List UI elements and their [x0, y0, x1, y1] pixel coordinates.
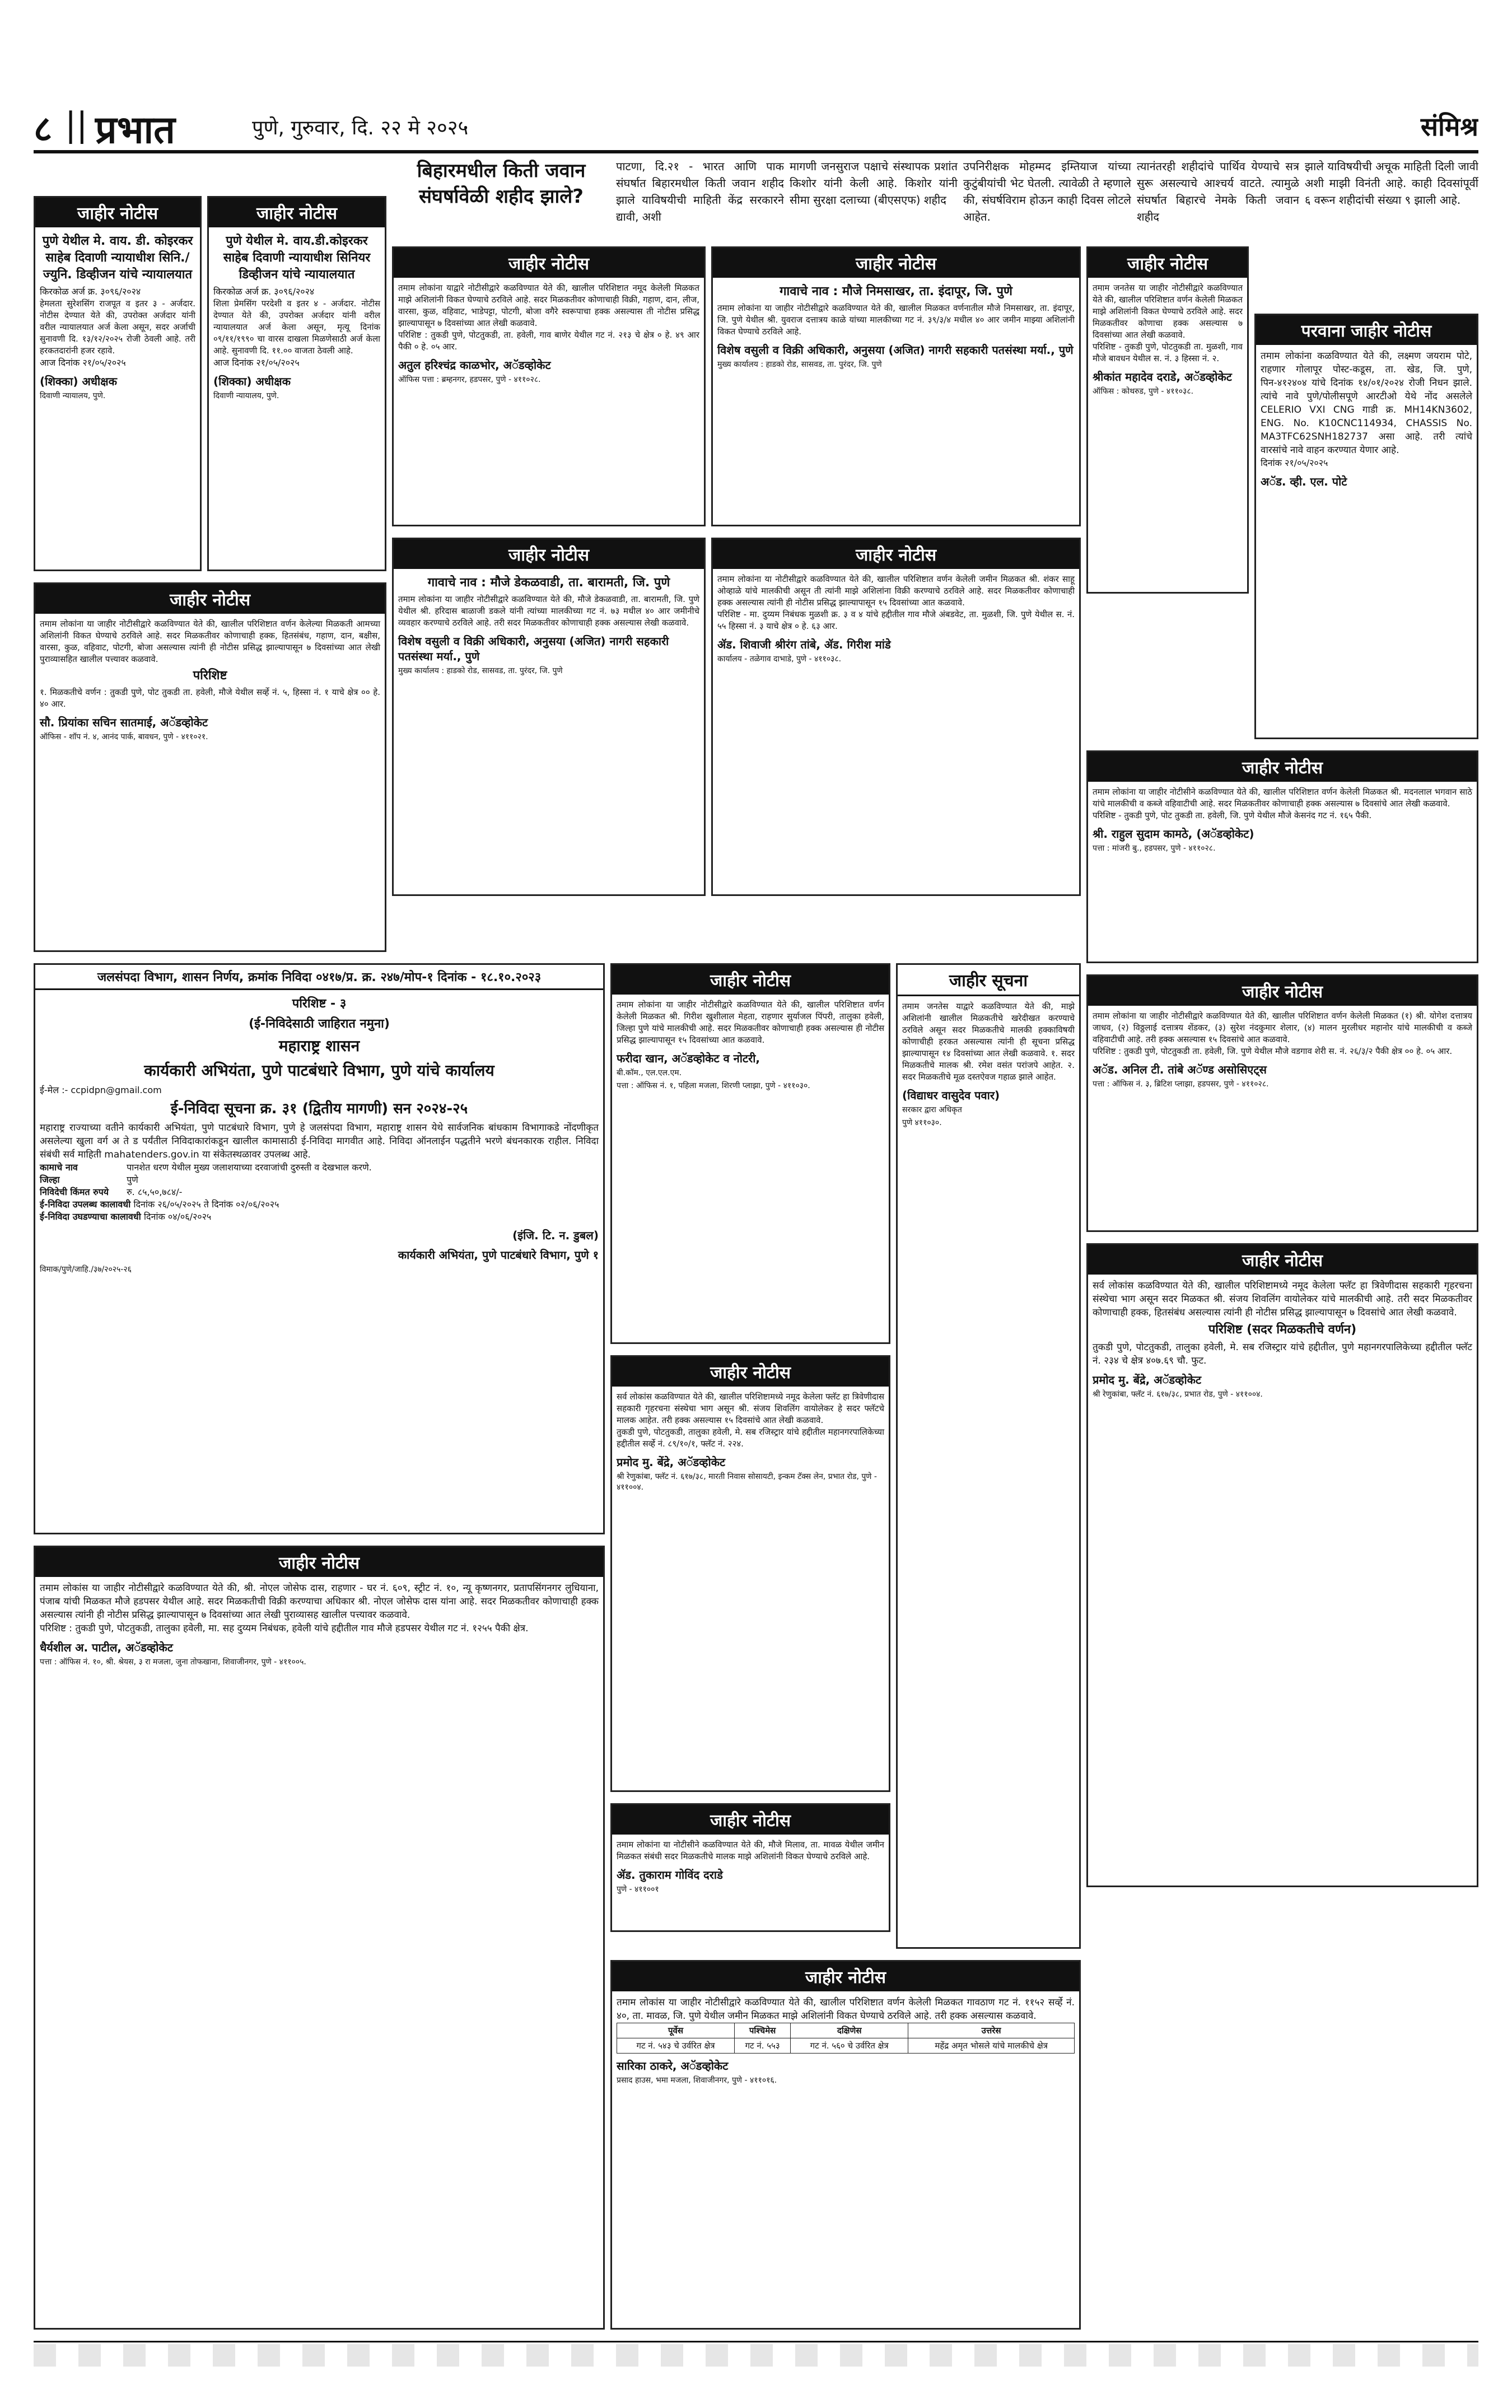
page-number: ८ [34, 109, 53, 146]
schedule: तुकडी पुणे, पोटतुकडी, तालुका हवेली, मे. सब रजिस्ट्रार यांचे हद्दीतील, पुणे महानगरपालिकेच्या हद्दीतील फ्लॅट नं. २३४ चे क्षेत्र ४०७.६९ चौ. फुट. [1093, 1342, 1472, 1366]
notice-title: जाहीर नोटीस [394, 248, 704, 278]
cell-north: महेंद्र अमृत भोसले यांचे मालकीचे क्षेत्र [908, 2038, 1075, 2054]
notice-title: जाहीर नोटीस [1088, 1245, 1477, 1275]
notice-body: तमाम लोकांना या जाहीर नोटीसीद्वारे कळविण्यात येते की, खालील परिशिष्टात वर्णन केलेल्या मिळकती आमच्या अशिलांनी विकत घेण्याचे ठरविले आहे. सदर मिळकतीवर कोणाचाही हक्क, हितसंबंध, गहाण, दान, बक्षीस, वारसा, कुळ, वहिवाट, पोटगी, बोजा असल्यास त्यांनी ही नोटीस प्रसिद्ध झाल्यापासून ७ दिवसांच्या आत लेखी पुराव्यासहित खालील पत्त्यावर कळवावे. [40, 619, 380, 664]
signatory: सौ. प्रियांका सचिन सातमाई, अॅडव्होकेट [40, 716, 208, 729]
schedule: परिशिष्ट : तुकडी पुणे, पोटतुकडी, ता. हवेली, गाव बाणेर येथील गट नं. २१३ चे क्षेत्र ० हे. ४९ आर पैकी ० हे. ०५ आर. [398, 330, 699, 352]
signatory-address: प्रसाद हाउस, भमा मजला, शिवाजीनगर, पुणे - ४११०१६. [617, 2076, 777, 2085]
village-name: गावाचे नाव : मौजे निमसाखर, ता. इंदापूर, जि. पुणे [780, 284, 1012, 298]
district-value: पुणे [127, 1174, 138, 1185]
sale-label: ई-निविदा उपलब्ध कालावधी [40, 1199, 131, 1210]
sale-value: दिनांक २६/०५/२०२५ ते दिनांक ०२/०६/२०२५ [133, 1199, 279, 1210]
schedule: परिशिष्ट : तुकडी पुणे, पोटतुकडी ता. हवेली, जि. पुणे येथील मौजे वडगाव शेरी स. नं. २६/३/२ पैकी क्षेत्र ०० हे. ०५ आर. [1093, 1046, 1453, 1056]
notice-18 [610, 1960, 1081, 2330]
case-number: किरकोळ अर्ज क्र. ३०९६/२०२४ [213, 286, 315, 297]
notice-title: जाहीर नोटीस [612, 1805, 889, 1835]
signatory-address: पत्ता : ऑफिस नं. १, पहिला मजला, शिरणी प्लाझा, पुणे - ४११०३०. [617, 1081, 810, 1090]
signatory: ॲड. तुकाराम गोविंद दराडे [617, 1868, 723, 1882]
work-label: कामाचे नाव [40, 1162, 78, 1173]
signatory-address: श्री रेणुकांबा, फ्लॅट नं. ६१७/३८, मारती निवास सोसायटी, इन्कम टॅक्स लेन, प्रभात रोड, पुणे - ४११००४. [617, 1472, 877, 1492]
notice-title: परवाना जाहीर नोटीस [1256, 315, 1477, 345]
cell-west: गट नं. ५५३ [735, 2038, 791, 2054]
signatory-address: पुणे - ४११००१ [617, 1885, 659, 1894]
article-column-3: उपनिरीक्षक मोहम्मद इम्तियाज यांच्या कुटुंबीयांची भेट घेतली. त्यावेळी ते म्हणाले की, संघर्षविराम होऊन काही दिवस लोटले आहेत. [963, 160, 1131, 223]
signatory-address: पत्ता : ऑफिस नं. ३, ब्रिटिश प्लाझा, हडपसर, पुणे - ४११०२८. [1093, 1080, 1269, 1089]
notice-body: तमाम लोकांस या जाहीर नोटीसीद्वारे कळविण्यात येते की, श्री. नोएल जोसेफ दास, राहणार - घर नं. ६०९, स्ट्रीट नं. १०, न्यू कृष्णनगर, प्रतापसिंगनगर लुधियाना, पंजाब यांची मिळकत मौजे हडपसर येथील आहे. सदर मिळकतीची विक्री करण्याचा अधिकार श्री. नोएल जोसेफ दास यांना आहे. सदर मिळकतीवर कोणाचाही हक्क असल्यास त्यांनी ही नोटीस प्रसिद्ध झाल्यापासून ७ दिवसांच्या आत लेखी पुराव्यासह खालील पत्त्यावर कळवावे. [40, 1583, 599, 1621]
newspaper-logo: प्रभात [95, 108, 175, 146]
notice-16 [610, 1803, 890, 1932]
notice-title: जाहीर नोटीस [209, 198, 385, 227]
notice-title: जाहीर नोटीस [612, 1962, 1079, 1991]
tender-district-row [40, 1174, 599, 1186]
cost-value: रु. ८५,५०,७८४/- [127, 1187, 183, 1197]
notice-body: तमाम लोकांना या जाहीर नोटीसीने कळविण्यात येते की, खालील परिशिष्टात वर्णन केलेली मिळकत श्री. मदनलाल भगवान साठे यांचे मालकीची व कब्जे वहिवाटीची आहे. सदर मिळकतीवर कोणाचाही हक्क असल्यास ७ दिवसांचे आत लेखी कळवावे. [1093, 787, 1472, 809]
notice-body: तमाम लोकांना या जाहीर नोटीसीद्वारे कळविण्यात येते की, खालील परिशिष्टात वर्णन केलेली मिळकत (१) श्री. योगेश दत्तात्रय जाधव, (२) विठ्ठलाई दत्तात्रय शेंडकर, (३) सुरेश नंदकुमार शेलार, (४) मालन मुरलीधर महानोर यांचे मालकीची व कब्जे वहिवाटीची आहे. तरी हक्क असल्यास १५ दिवसांचे आत कळवावे. [1093, 1011, 1472, 1044]
signatory: अतुल हरिश्चंद्र काळभोर, अॅडव्होकेट [398, 358, 551, 372]
notice-body: तमाम जनतेस या जाहीर नोटीसीद्वारे कळविण्यात येते की, खालील परिशिष्टात वर्णन केलेली मिळकत माझे अशिलांनी विकत घेण्याचे ठरविले आहे. सदर मिळकतीवर कोणाचा हक्क असल्यास ७ दिवसांच्या आत लेखी कळवावे. [1093, 283, 1243, 340]
separator: || [65, 106, 88, 144]
notice-body: तमाम लोकांना या जाहीर नोटीसीद्वारे कळविण्यात येते की, खालील मिळकत वर्णनातील मौजे निमसाखर, ता. इंदापूर, जि. पुणे येथील श्री. युवराज दत्तात्रय काळे यांच्या मालकीच्या गट नं. ३९/३/४ मधील ४० आर जमीन माझ्या अशिलांनी विकत घेण्याचे ठरविले आहे. [717, 303, 1075, 337]
table-row [617, 2038, 1075, 2054]
notice-license [1254, 314, 1478, 739]
signatory: (शिक्का) अधीक्षक [40, 375, 117, 388]
masthead [34, 106, 1478, 146]
header-east: पूर्वेस [617, 2023, 735, 2038]
header-west: पश्चिमेस [735, 2023, 791, 2038]
cell-east: गट नं. ५४३ चे उर्वरित क्षेत्र [617, 2038, 735, 2054]
notice-body: तमाम लोकांना या नोटीसीद्वारे कळविण्यात येते की, खालील परिशिष्टात वर्णन केलेली जमीन मिळकत श्री. शंकर साहू ओव्हाळे यांचे मालकीची असून ती त्यांनी माझे अशिलांना विक्री करण्याचे ठरविले आहे. सदर मिळकतीवर कोणाचाही हक्क असल्यास त्यांनी ही नोटीस प्रसिद्ध झाल्यापासून १५ दिवसांच्या आत कळवावे. [717, 574, 1075, 608]
article-headline: बिहारमधील किती जवान संघर्षावेळी शहीद झाले? [417, 160, 586, 208]
notice-11 [1086, 974, 1478, 1232]
tender-reference: विमाक/पुणे/जाहि./३७/२०२५-२६ [40, 1265, 132, 1274]
schedule: परिशिष्ट : तुकडी पुणे, पोटतुकडी, तालुका हवेली, मा. सह दुय्यम निबंधक, हवेली यांचे हद्दीतील गाव मौजे हडपसर येथील गट नं. १२५५ पैकी क्षेत्र. [40, 1623, 529, 1634]
notice-title: जाहीर नोटीस [394, 539, 704, 569]
signatory: श्री. राहुल सुदाम कामठे, (अॅडव्होकेट) [1093, 827, 1254, 841]
notice-date: आज दिनांक २१/०५/२०२५ [40, 357, 126, 368]
cost-label: निविदेची किंमत रुपये [40, 1187, 109, 1197]
notice-title: जाहीर नोटीस [713, 539, 1079, 569]
tender-notice [34, 963, 605, 1534]
open-label: ई-निविदा उघडण्याचा कालावधी [40, 1211, 141, 1222]
notice-body: तमाम लोकांना कळविण्यात येते की, लक्ष्मण जयराम पोटे, राहणार गोलापूर पोस्ट-कडूस, ता. खेड, जि. पुणे, पिन-४१२४०४ यांचे दिनांक १४/०१/२०२४ रोजी निधन झाले. त्यांचे नावे पुणे/पोलीसपूणे आरटीओ येथे नोंद असलेले CELERIO VXI CNG गाडी क्र. MH14KN3602, ENG. No. K10CNC114934, CHASSIS No. MA3TFC62SNH182737 असा आहे. तरी त्यांचे वारसांचे नावे वाहन करण्यात येणार आहे. [1261, 351, 1472, 456]
signatory-court: दिवाणी न्यायालय, पुणे. [213, 391, 279, 400]
notice-title: जाहीर नोटीस [1088, 976, 1477, 1006]
notice-10 [1086, 750, 1478, 963]
boundary-table [617, 2023, 1075, 2054]
notice-title: जाहीर नोटीस [1088, 248, 1247, 278]
signatory-address: ऑफिस - शॉप नं. ४, आनंद पार्क, बावधन, पुणे - ४११०२१. [40, 732, 208, 741]
notice-body: तमाम लोकांस या जाहीर नोटीसीद्वारे कळविण्यात येते की, खालील परिशिष्टात वर्णन केलेली मिळकत गावठाण गट नं. ११५२ सर्व्हे नं. ४०, ता. मावळ, जि. पुणे येथील जमीन मिळकत माझे अशिलांनी विकत घेण्याचे ठरविले आहे. तरी हक्क असल्यास कळवावे. [617, 1997, 1075, 2022]
notice-title: जाहीर नोटीस [35, 198, 200, 227]
notice-3 [34, 582, 386, 952]
work-value: पानशेत धरण येथील मुख्य जलाशयाच्या दरवाजांची दुरुस्ती व देखभाल करणे. [127, 1162, 372, 1173]
notice-body: तमाम लोकांना या जाहीर नोटीसीद्वारे कळविण्यात येते की, खालील परिशिष्टात वर्णन केलेली मिळकत श्री. गिरीश खुशीलाल मेहता, राहणार सुर्याजल पिंपरी, तालुका हवेली, जिल्हा पुणे यांचे मालकीची आहे. सदर मिळकतीवर कोणाचाही हक्क असल्यास ही नोटीस प्रसिद्ध झाल्यापासून १५ दिवसांच्या आत कळवावे. [617, 1000, 884, 1045]
notice-body: सर्व लोकांस कळविण्यात येते की, खालील परिशिष्टामध्ये नमूद केलेला फ्लॅट हा त्रिवेणीदास सहकारी गृहरचना संस्थेचा भाग असून सदर मिळकत श्री. संजय शिवलिंग वायोलेकर यांचे मालकीची आहे. तरी सदर मिळकतीवर कोणाचाही हक्क, हितसंबंध असल्यास त्यांनी ही नोटीस प्रसिद्ध झाल्यापासून ७ दिवसांचे आत लेखी कळवावे. [1093, 1280, 1472, 1318]
signatory-title: कार्यकारी अभियंता, पुणे पाटबंधारे विभाग, पुणे १ [398, 1248, 599, 1262]
court-name: पुणे येथील मे. वाय. डी. कोइरकर साहेब दिवाणी न्यायाधीश सिनि./ ज्युनि. डिव्हीजन यांचे न्यायालयात [42, 234, 193, 282]
article-column-2: मागणी जनसुराज पक्षाचे संस्थापक प्रशांत किशोर यांनी केली आहे. किशोर यांनी सीमा सुरक्षा दलाच्या (बीएसएफ) शहीद [790, 160, 958, 207]
case-number: किरकोळ अर्ज क्र. ३०९६/२०२४ [40, 286, 141, 297]
signatory-address: ऑफिस पत्ता : ब्रम्हनगर, हडपसर, पुणे - ४११०२८. [398, 375, 541, 384]
schedule: परिशिष्ट - तुकडी पुणे, पोट तुकडी ता. हवेली, जि. पुणे येथील मौजे केसनंद गट नं. १६५ पैकी. [1093, 810, 1372, 820]
notice-19 [34, 1546, 605, 2330]
signatory: प्रमोद मु. बेंद्रे, अॅडव्होकेट [617, 1455, 726, 1469]
notice-17 [1086, 1243, 1478, 1887]
signatory: ॲड. शिवाजी श्रीरंग तांबे, ॲड. गिरीश मांडे [717, 638, 891, 651]
notice-body: तमाम लोकांना या जाहीर नोटीसीद्वारे कळविण्यात येते की, मौजे डेकळवाडी, ता. बारामती, जि. पुणे येथील श्री. हरिदास बाळाजी डकले यांनी त्यांच्या मालकीच्या गट नं. ७३ मधील ४० आर जमीनीचे व्यवहार करण्याचे ठरविले आहे. तरी सदर मिळकतीवर कोणाचाही हक्क असल्यास लेखी कळवावे. [398, 594, 699, 628]
schedule-title: परिशिष्ट (सदर मिळकतीचे वर्णन) [1208, 1323, 1357, 1337]
village-name: गावाचे नाव : मौजे डेकळवाडी, ता. बारामती, जि. पुणे [427, 576, 670, 590]
signatory: श्रीकांत महादेव दराडे, अॅडव्होकेट [1093, 370, 1232, 384]
tender-gr-title: जलसंपदा विभाग, शासन निर्णय, क्रमांक निविदा ०४१७/प्र. क्र. २४७/मोप-१ दिनांक - १८.१०.२०२३ [35, 965, 603, 990]
appendix: परिशिष्ट - ३ [292, 997, 347, 1011]
signatory: सारिका ठाकरे, अॅडव्होकेट [617, 2059, 729, 2073]
signatory: प्रमोद मु. बेंद्रे, अॅडव्होकेट [1093, 1373, 1202, 1387]
notice-court-1 [34, 196, 202, 571]
notice-4 [392, 246, 706, 526]
header-south: दक्षिणेस [791, 2023, 908, 2038]
notice-15 [610, 963, 890, 1344]
schedule: परिशिष्ट - तुकडी पुणे, पोटतुकडी ता. मुळशी, गाव मौजे बावधन येथील स. नं. ३ हिस्सा नं. २. [1093, 342, 1243, 363]
signatory: फरीदा खान, अॅडव्होकेट व नोटरी, [617, 1052, 760, 1065]
public-announcement [896, 963, 1081, 1949]
notice-12 [610, 1355, 890, 1792]
article-column-1: पाटणा, दि.२१ - भारत आणि पाक संघर्षात बिहारमधील किती जवान शहीद झाले याविषयीची माहिती केंद्र सरकारने द्यावी, अशी [616, 160, 784, 223]
signatory: अॅड. अनिल टी. तांबे अॅण्ड असोसिएट्स [1093, 1063, 1267, 1076]
notice-body: तमाम लोकांना याद्वारे नोटीसीद्वारे कळविण्यात येते की, खालील परिशिष्टात नमूद केलेली मिळकत माझे अशिलांनी विकत घेण्याचे ठरविले आहे. सदर मिळकतीवर कोणाचाही विक्री, गहाण, दान, लीज, वारसा, कुळ, वहिवाट, भाडेपट्टा, पोटगी, बोजा वगैरे स्वरूपाचा हक्क असल्यास ती नोटीस प्रसिद्ध झाल्यापासून ७ दिवसांच्या आत लेखी कळवावे. [398, 283, 699, 328]
notice-body: तमाम लोकांना या नोटीसीने कळविण्यात येते की, मौजे मिलाव, ता. मावळ येथील जमीन मिळकत संबंधी सदर मिळकतीचे मालक माझे अशिलांनी विकत घेण्याचे ठरविले आहे. [617, 1840, 884, 1861]
notice-7 [711, 538, 1081, 896]
notice-body: हेमलता सुरेशसिंग राजपूत व इतर ३ - अर्जदार. नोटीस देण्यात येते की, उपरोक्त अर्जदार यांनी वरील न्यायालयात अर्ज केला असून, सदर अर्जाची सुनावणी दि. १३/१२/२०२५ रोजी ठेवली आहे. तरी हरकतदारांनी हजर रहावे. [40, 298, 195, 356]
notice-title: जाहीर नोटीस [713, 248, 1079, 278]
tender-body: महाराष्ट्र राज्याच्या वतीने कार्यकारी अभियंता, पुणे पाटबंधारे विभाग, पुणे हे जलसंपदा विभाग, महाराष्ट्र शासन येथे सार्वजनिक बांधकाम विभागाकडे नोंदणीकृत असलेल्या खुला वर्ग अ ते ड पर्यंतील निविदाकारांकडून खालील कामासाठी ई-निविदा मागवीत आहे. निविदा ऑनलाईन पद्धतीने भरणे बंधनकारक राहील. निविदा संबंधी सर्व माहिती mahatenders.gov.in या संकेतस्थळावर उपलब्ध आहे. [40, 1122, 599, 1160]
notice-date: आज दिनांक २१/०५/२०२५ [213, 357, 300, 368]
signatory-title: सरकार द्वारा अधिकृत [902, 1105, 962, 1114]
notice-title: जाहीर नोटीस [612, 965, 889, 995]
schedule: परिशिष्ट - मा. दुय्यम निबंधक मुळशी क्र. ३ व ४ यांचे हद्दीतील गाव मौजे अंबडवेट, ता. मुळशी, जि. पुणे येथील स. नं. ५५ हिस्सा नं. ३ याचे क्षेत्र ० हे. ६३ आर. [717, 609, 1075, 631]
notice-title: जाहीर नोटीस [1088, 752, 1477, 782]
header-north: उत्तरेस [908, 2023, 1075, 2038]
cell-south: गट नं. ५६० चे उर्वरित क्षेत्र [791, 2038, 908, 2054]
court-name: पुणे येथील मे. वाय.डी.कोइरकर साहेब दिवाणी न्यायाधीश सिनियर डिव्हीजन यांचे न्यायालयात [223, 234, 371, 282]
tender-subtitle: (ई-निविदेसाठी जाहिरात नमुना) [249, 1017, 390, 1031]
dateline: पुणे, गुरुवार, दि. २२ मे २०२५ [252, 116, 469, 139]
tender-sale-row [40, 1198, 599, 1211]
section-label: संमिश्र [1420, 111, 1478, 142]
notice-8 [1086, 246, 1249, 594]
signatory-address: मुख्य कार्यालय : हाडको रोड, सासवड, ता. पुरंदर, जि. पुणे [717, 360, 882, 369]
article-column-4: त्यानंतरही शहीदांचे पार्थिव येण्याचे सत्र सुरू असल्याचे आश्चर्य वाटते. त्यामुळे संघर्षात बिहारचे नेमके किती जवान शहीद [1137, 160, 1299, 223]
notice-title: जाहीर नोटीस [35, 584, 385, 614]
footer-strip [34, 2344, 1478, 2367]
article-column-5: झाले याविषयीची अचूक माहिती दिली जावी अशी माझी विनंती आहे. काही दिवसांपूर्वी ६ वरून शहीदांची संख्या ९ झाली आहे. [1305, 160, 1478, 207]
signatory-address: पुणे ४११०३०. [902, 1118, 942, 1127]
notice-date: दिनांक २१/०५/२०२५ [1261, 458, 1328, 468]
signatory-address: पत्ता : ऑफिस नं. १०, श्री. श्रेयस, ३ रा मजला, जुना तोफखाना, शिवाजीनगर, पुणे - ४११००५. [40, 1658, 306, 1667]
signatory: अॅड. व्ही. एल. पोटे [1261, 475, 1347, 488]
notice-body: सर्व लोकांस कळविण्यात येते की, खालील परिशिष्टामध्ये नमूद केलेला फ्लॅट हा त्रिवेणीदास सहकारी गृहरचना संस्थेचा भाग असून श्री. संजय शिवलिंग वायोलेकर हे सदर फ्लॅटचे मालक आहेत. तरी हक्क असल्यास १५ दिवसांचे आत लेखी कळवावे. [617, 1392, 884, 1425]
notice-title: जाहीर नोटीस [612, 1357, 889, 1387]
signatory-address: श्री रेणुकांबा, फ्लॅट नं. ६१७/३८, प्रभात रोड, पुणे - ४११००४. [1093, 1390, 1263, 1399]
schedule: तुकडी पुणे, पोटतुकडी, तालुका हवेली, मे. सब रजिस्ट्रार यांचे हद्दीतील महानगरपालिकेच्या हद्दीतील सर्व्हे नं. ८९/१०/१, फ्लॅट नं. २२४. [617, 1427, 884, 1449]
signatory-address: कार्यालय - तळेगाव दाभाडे, पुणे - ४११०३८. [717, 655, 842, 664]
schedule: १. मिळकतीचे वर्णन : तुकडी पुणे, पोट तुकडी ता. हवेली, मौजे येथील सर्व्हे नं. ५, हिस्सा नं. १ याचे क्षेत्र ०० हे. ४० आर. [40, 687, 380, 709]
notice-court-2 [207, 196, 386, 571]
email: ई-मेल :- ccpidpn@gmail.com [40, 1085, 162, 1095]
notice-body: शिला प्रेमसिंग परदेशी व इतर ४ - अर्जदार. नोटीस देण्यात येते की, उपरोक्त अर्जदार यांनी वरील न्यायालयात अर्ज केला असून, मृत्यू दिनांक ०९/११/१९९० चा वारस दाखला मिळणेसाठी अर्ज केला आहे. सुनावणी दि. ११.०० वाजता ठेवली आहे. [213, 298, 380, 356]
notice-title: जाहीर सूचना [898, 965, 1079, 996]
top-rule [34, 150, 1478, 153]
open-value: दिनांक ०४/०६/२०२५ [143, 1211, 212, 1222]
signatory-address: मुख्य कार्यालय : हाडको रोड, सासवड, ता. पुरंदर, जि. पुणे [398, 666, 563, 675]
notice-5 [711, 246, 1081, 526]
tender-work-row [40, 1161, 599, 1174]
signatory: (विद्याधर वासुदेव पवार) [902, 1089, 1000, 1102]
signatory-qualification: बी.कॉम., एल.एल.एम. [617, 1068, 682, 1077]
signatory-address: ऑफिस : कोथरुड, पुणे - ४११०३८. [1093, 387, 1194, 396]
signatory: विशेष वसुली व विक्री अधिकारी, अनुसया (अजित) नागरी सहकारी पतसंस्था मर्या., पुणे [717, 343, 1074, 357]
bottom-rule [34, 2341, 1478, 2342]
notice-body: तमाम जनतेस याद्वारे कळविण्यात येते की, माझे अशिलांनी खालील मिळकतीचे खरेदीखत करण्याचे ठरविले असून सदर मिळकतीचे मालकी हक्काविषयी कोणाचीही हरकत असल्यास त्यांनी ही सूचना प्रसिद्ध झाल्यापासून १४ दिवसांच्या आत लेखी कळवावे. १. सदर मिळकतीचे मालक श्री. रमेश वसंत परांजपे आहेत. २. सदर मिळकतीचे मूळ दस्तऐवज गहाळ झाले आहेत. [902, 1001, 1075, 1082]
signatory-address: पत्ता : मांजरी बु., हडपसर, पुणे - ४११०२८. [1093, 844, 1216, 853]
signatory: (शिक्का) अधीक्षक [213, 375, 291, 388]
state: महाराष्ट्र शासन [278, 1037, 360, 1055]
signatory: विशेष वसुली व विक्री अधिकारी, अनुसया (अजित) नागरी सहकारी पतसंस्था मर्या., पुणे [398, 634, 669, 663]
tender-cost-row [40, 1186, 599, 1198]
district-label: जिल्हा [40, 1174, 60, 1185]
office-name: कार्यकारी अभियंता, पुणे पाटबंधारे विभाग, पुणे यांचे कार्यालय [144, 1061, 494, 1080]
signatory-court: दिवाणी न्यायालय, पुणे. [40, 391, 106, 400]
schedule-title: परिशिष्ट [193, 669, 227, 683]
notice-title: जाहीर नोटीस [35, 1547, 603, 1577]
table-header-row [617, 2023, 1075, 2038]
notice-6 [392, 538, 706, 896]
signatory: धैर्यशील अ. पाटील, अॅडव्होकेट [40, 1641, 173, 1654]
tender-open-row [40, 1211, 599, 1223]
tender-notice-number: ई-निविदा सूचना क्र. ३१ (द्वितीय मागणी) सन २०२४-२५ [170, 1100, 468, 1117]
signatory: (इंजि. टि. न. डुबल) [512, 1229, 599, 1242]
